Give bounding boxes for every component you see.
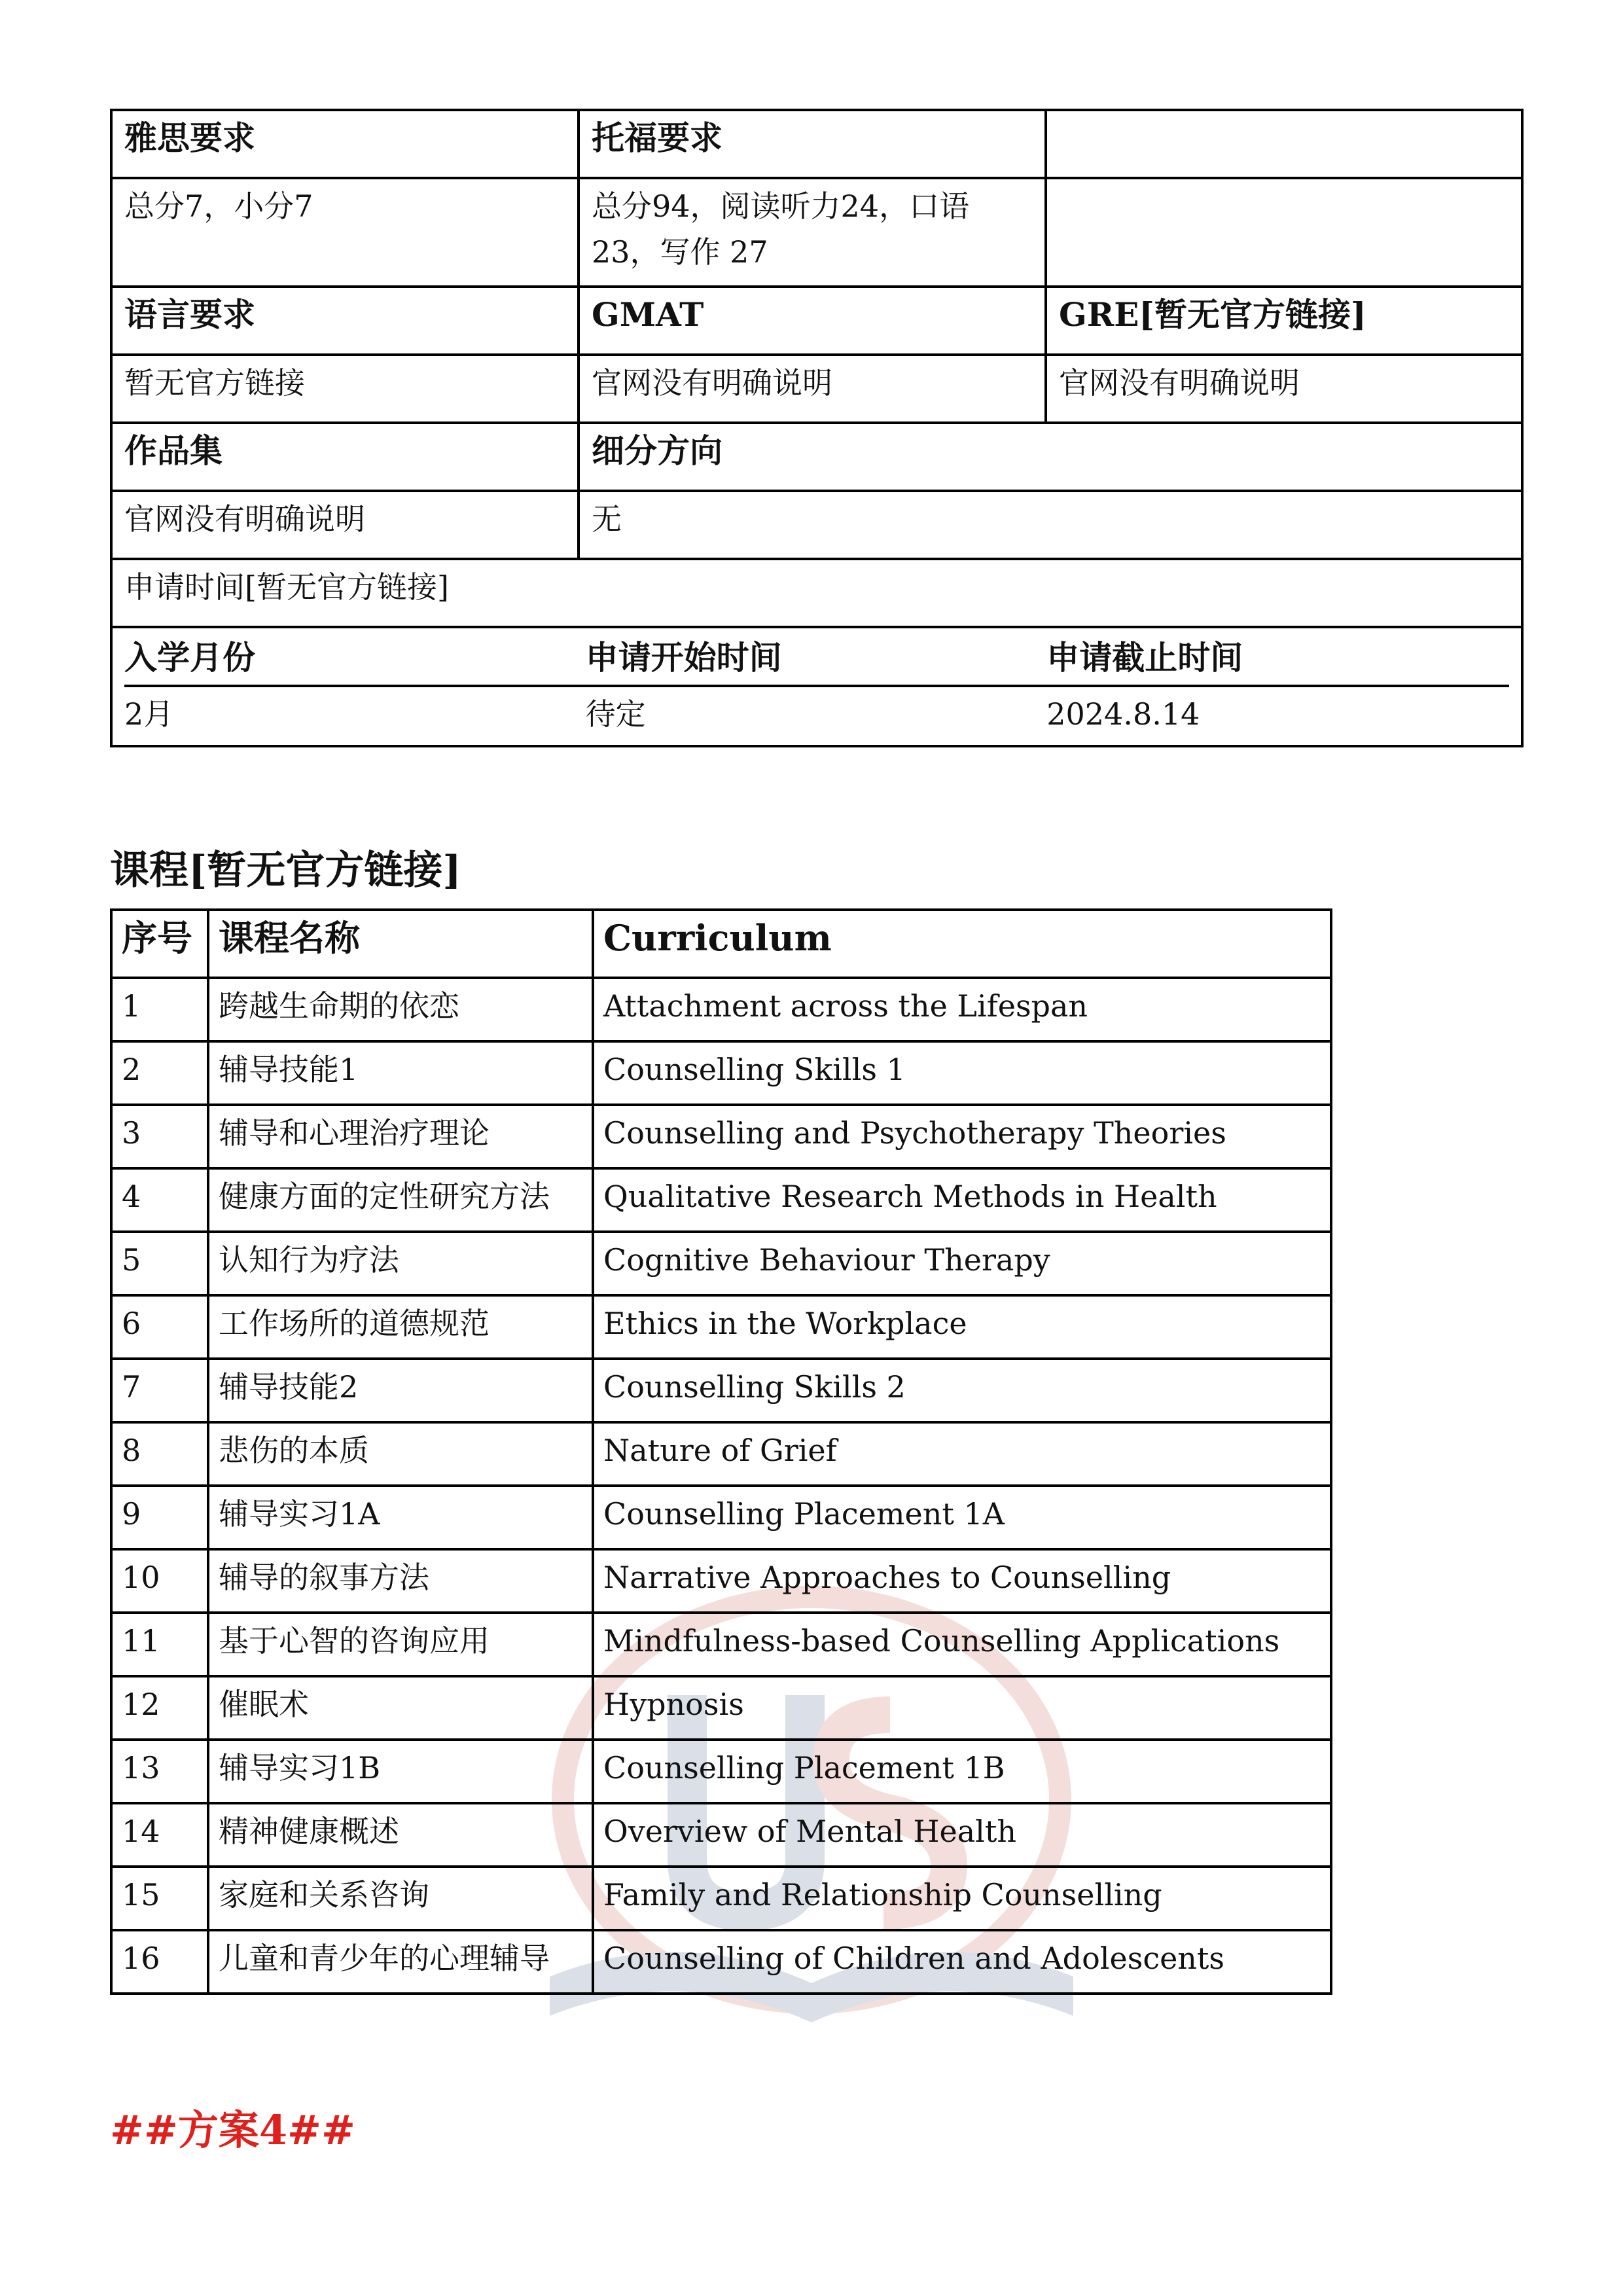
course-name-en: Counselling of Children and Adolescents [593,1930,1331,1994]
course-index: 1 [111,978,208,1041]
empty-cell [1046,178,1522,287]
course-index: 14 [111,1803,208,1867]
course-name-en: Narrative Approaches to Counselling [593,1549,1331,1613]
direction-value: 无 [579,491,1522,559]
course-index: 13 [111,1740,208,1803]
table-row [111,1930,1331,1994]
direction-label: 细分方向 [579,423,1522,491]
course-name-cn: 儿童和青少年的心理辅导 [208,1930,593,1994]
requirements-table [110,109,1524,747]
application-dates-cell [111,627,1522,746]
curriculum-header-row [111,910,1331,978]
course-name-cn: 催眠术 [208,1676,593,1740]
plan-heading: ##方案4## [110,2106,355,2154]
curriculum-section-title: 课程[暂无官方链接] [110,848,461,893]
course-name-en: Hypnosis [593,1676,1331,1740]
course-name-cn: 认知行为疗法 [208,1232,593,1295]
toefl-label: 托福要求 [579,110,1046,178]
course-name-en: Counselling Placement 1A [593,1486,1331,1549]
table-row [111,1295,1331,1359]
language-label: 语言要求 [111,287,579,355]
application-dates-table [124,631,1509,741]
table-row [111,1168,1331,1232]
course-index: 4 [111,1168,208,1232]
course-index: 3 [111,1105,208,1168]
course-index: 2 [111,1041,208,1105]
gmat-value: 官网没有明确说明 [579,355,1046,423]
course-name-cn: 辅导和心理治疗理论 [208,1105,593,1168]
table-row [111,1676,1331,1740]
table-row [111,1549,1331,1613]
table-row [111,1740,1331,1803]
empty-cell [1046,110,1522,178]
course-name-en: Mindfulness-based Counselling Applications [593,1613,1331,1676]
course-index: 5 [111,1232,208,1295]
course-index: 16 [111,1930,208,1994]
gre-value: 官网没有明确说明 [1046,355,1522,423]
intake-label: 入学月份 [124,631,586,686]
table-row [111,1867,1331,1930]
course-index: 15 [111,1867,208,1930]
course-name-en: Counselling Skills 2 [593,1359,1331,1422]
course-name-en: Family and Relationship Counselling [593,1867,1331,1930]
course-name-en: Counselling and Psychotherapy Theories [593,1105,1331,1168]
toefl-value: 总分94，阅读听力24，口语23，写作 27 [579,178,1046,287]
course-name-en: Counselling Skills 1 [593,1041,1331,1105]
application-time-label: 申请时间[暂无官方链接] [111,559,1522,627]
course-name-en: Nature of Grief [593,1422,1331,1486]
table-row [111,1359,1331,1422]
course-index: 9 [111,1486,208,1549]
course-name-cn: 悲伤的本质 [208,1422,593,1486]
ielts-value: 总分7，小分7 [111,178,579,287]
course-name-cn: 健康方面的定性研究方法 [208,1168,593,1232]
ielts-label: 雅思要求 [111,110,579,178]
deadline-value: 2024.8.14 [1046,696,1200,732]
intake-value: 2月 [124,696,174,732]
table-row [111,1486,1331,1549]
course-name-en: Counselling Placement 1B [593,1740,1331,1803]
deadline-label: 申请截止时间 [1046,631,1509,686]
course-name-cn: 辅导技能2 [208,1359,593,1422]
course-name-cn: 基于心智的咨询应用 [208,1613,593,1676]
table-row [111,1613,1331,1676]
course-name-cn: 辅导的叙事方法 [208,1549,593,1613]
portfolio-label: 作品集 [111,423,579,491]
course-name-en: Attachment across the Lifespan [593,978,1331,1041]
curriculum-table [110,908,1332,1995]
course-name-cn: 辅导实习1B [208,1740,593,1803]
course-name-cn: 辅导技能1 [208,1041,593,1105]
open-value: 待定 [585,696,646,732]
course-index: 12 [111,1676,208,1740]
course-name-cn: 跨越生命期的依恋 [208,978,593,1041]
table-row [111,1422,1331,1486]
course-index: 7 [111,1359,208,1422]
open-label: 申请开始时间 [586,631,1047,686]
gmat-label: GMAT [579,287,1046,355]
table-row [111,1803,1331,1867]
course-name-en: Cognitive Behaviour Therapy [593,1232,1331,1295]
header-index: 序号 [111,910,208,978]
course-name-cn: 家庭和关系咨询 [208,1867,593,1930]
header-course-name: 课程名称 [208,910,593,978]
course-name-en: Overview of Mental Health [593,1803,1331,1867]
portfolio-value: 官网没有明确说明 [111,491,579,559]
header-curriculum: Curriculum [593,910,1331,978]
language-value: 暂无官方链接 [111,355,579,423]
course-name-cn: 精神健康概述 [208,1803,593,1867]
gre-label: GRE[暂无官方链接] [1046,287,1522,355]
course-index: 8 [111,1422,208,1486]
course-name-cn: 辅导实习1A [208,1486,593,1549]
course-name-en: Ethics in the Workplace [593,1295,1331,1359]
course-name-cn: 工作场所的道德规范 [208,1295,593,1359]
course-index: 6 [111,1295,208,1359]
course-name-en: Qualitative Research Methods in Health [593,1168,1331,1232]
table-row [111,978,1331,1041]
table-row [111,1041,1331,1105]
course-index: 11 [111,1613,208,1676]
table-row [111,1232,1331,1295]
course-index: 10 [111,1549,208,1613]
table-row [111,1105,1331,1168]
